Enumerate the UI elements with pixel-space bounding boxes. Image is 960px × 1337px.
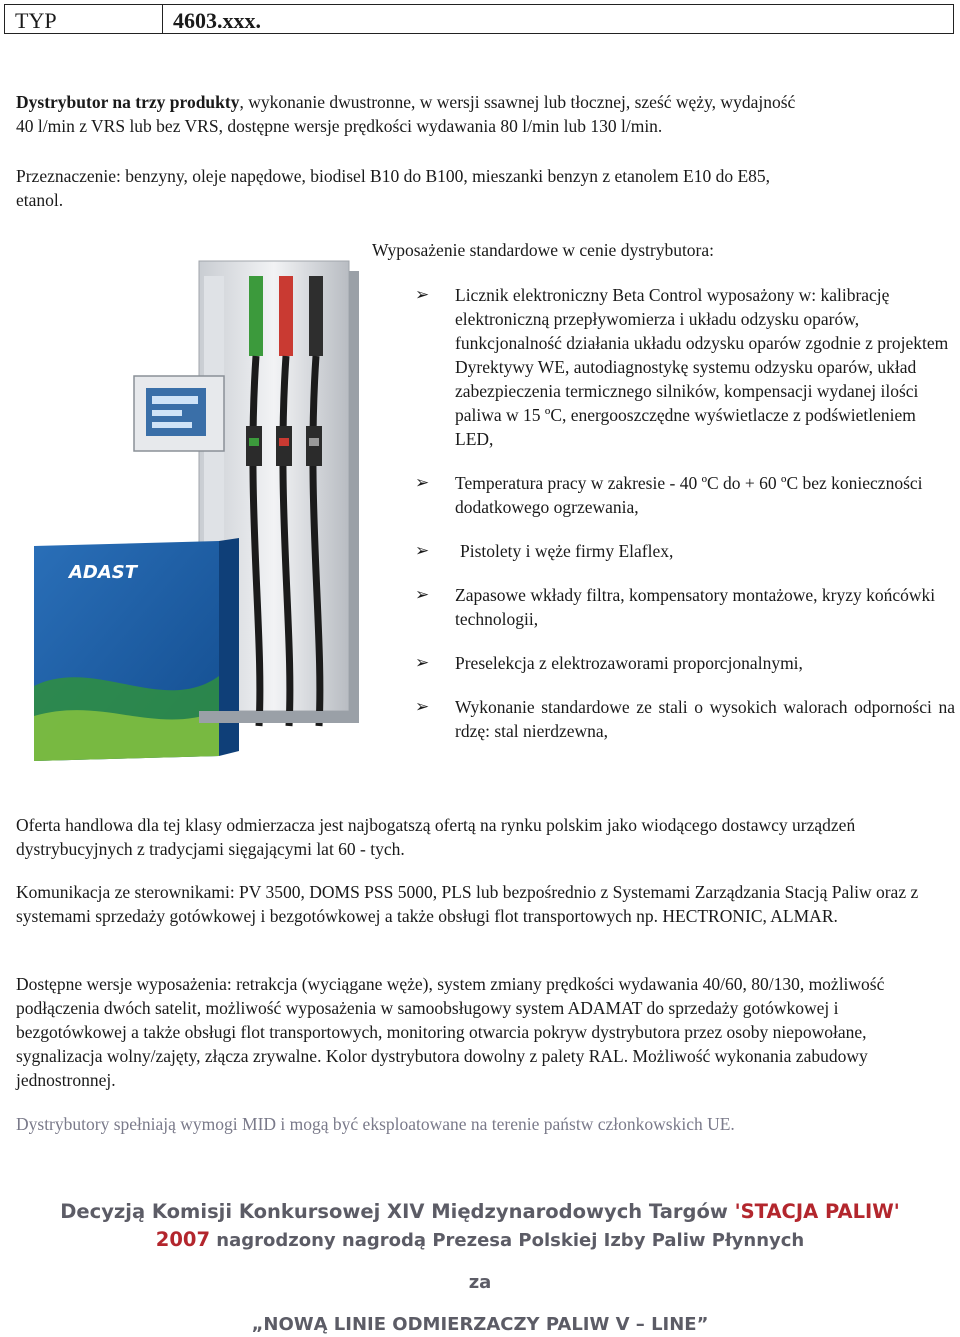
equipment-list: [415, 283, 955, 763]
arrow-bullet-icon: ➢: [415, 697, 430, 716]
list-item: ➢ Zapasowe wkłady filtra, kompensatory montażowe, kryzy końcówki technologii,: [415, 585, 936, 629]
arrow-bullet-icon: ➢: [415, 285, 430, 304]
dispenser-image: [14, 256, 394, 766]
equipment-title: Wyposażenie standardowe w cenie dystrybutora:: [372, 240, 715, 260]
arrow-bullet-icon: ➢: [415, 585, 430, 604]
arrow-bullet-icon: ➢: [415, 473, 430, 492]
brand-logo-text: ADAST: [69, 562, 138, 583]
versions-paragraph: Dostępne wersje wyposażenia: retrakcja (wyciągane węże), system zmiany prędkości wydawania 40/60, 80/130, możliwość podłączenia dwóch satelit, możliwość wyposażenia w samoobsługowy system ADAMAT do sprzedaży gotówkowej i bezgotówkowej a także obsługi flot transportowych, monitoring otwarcia pokryw dystrybutora przez osoby niepowołane, sygnalizacja wolny/zajęty, złącza zrywalne. Kolor dystrybutora dowolny z palety RAL. Możliwość wykonania zabudowy jednostronnej.: [16, 974, 885, 1090]
award-event-name: 'STACJA PALIW': [734, 1200, 900, 1223]
purpose-line1: Przeznaczenie: benzyny, oleje napędowe, biodisel B10 do B100, mieszanki benzyn z etanolem E10 do E85,: [16, 166, 771, 186]
award-za: za: [468, 1272, 492, 1293]
arrow-bullet-icon: ➢: [415, 653, 430, 672]
list-item: ➢ Preselekcja z elektrozaworami proporcjonalnymi,: [415, 653, 803, 673]
list-item: ➢ Pistolety i węże firmy Elaflex,: [415, 541, 674, 561]
offer-paragraph: Oferta handlowa dla tej klasy odmierzacza jest najbogatszą ofertą na rynku polskim jako wiodącego dostawcy urządzeń dystrybucyjnych z tradycjami sięgającymi lat 60 - tych.: [16, 815, 856, 859]
award-year: 2007: [155, 1228, 211, 1251]
type-value: 4603.xxx.: [173, 8, 261, 33]
award-line1: Decyzją Komisji Konkursowej XIV Międzynarodowych Targów 'STACJA PALIW': [60, 1200, 900, 1223]
intro-paragraph: [16, 90, 946, 138]
type-label: TYP: [5, 5, 163, 33]
arrow-bullet-icon: ➢: [415, 541, 430, 560]
list-item: ➢ Temperatura pracy w zakresie - 40 ºC do + 60 ºC bez konieczności dodatkowego ogrzewania,: [415, 473, 923, 517]
type-header-table: [4, 4, 954, 34]
award-final: „NOWĄ LINIE ODMIERZACZY PALIW V – LINE”: [251, 1314, 709, 1335]
award-line2: 2007 nagrodzony nagrodą Prezesa Polskiej Izby Paliw Płynnych: [155, 1228, 805, 1251]
list-item: ➢ Licznik elektroniczny Beta Control wyposażony w: kalibrację elektroniczną przepływomierza i układu odzysku oparów, funkcjonalność działania układu odzysku oparów zgodnie z projektem Dyrektywy WE, autodiagnostykę systemu odzysku oparów, układ zabezpieczenia termicznego silników, kompensacji wydanej ilości paliwa w 15 ºC, energooszczędne wyświetlacze z podświetleniem LED,: [415, 285, 949, 449]
mid-note: Dystrybutory spełniają wymogi MID i mogą być eksploatowane na terenie państw członkowskich UE.: [16, 1114, 735, 1134]
dispenser-illustration: [14, 256, 394, 766]
intro-rest: , wykonanie dwustronne, w wersji ssawnej lub tłocznej, sześć węży, wydajność: [239, 92, 796, 112]
intro-line2: 40 l/min z VRS lub bez VRS, dostępne wersje prędkości wydawania 80 l/min lub 130 l/min.: [16, 116, 663, 136]
communication-paragraph: Komunikacja ze sterownikami: PV 3500, DOMS PSS 5000, PLS lub bezpośrednio z Systemami Zarządzania Stacją Paliw oraz z systemami sprzedaży gotówkowej i bezgotówkowej a także obsługi flot transportowych np. HECTRONIC, ALMAR.: [16, 882, 919, 926]
purpose-line2: etanol.: [16, 190, 64, 210]
purpose-paragraph: [16, 164, 946, 212]
intro-bold: Dystrybutor na trzy produkty: [16, 92, 240, 112]
list-item: ➢ Wykonanie standardowe ze stali o wysokich walorach odporności na rdzę: stal nierdzewna,: [415, 697, 955, 741]
